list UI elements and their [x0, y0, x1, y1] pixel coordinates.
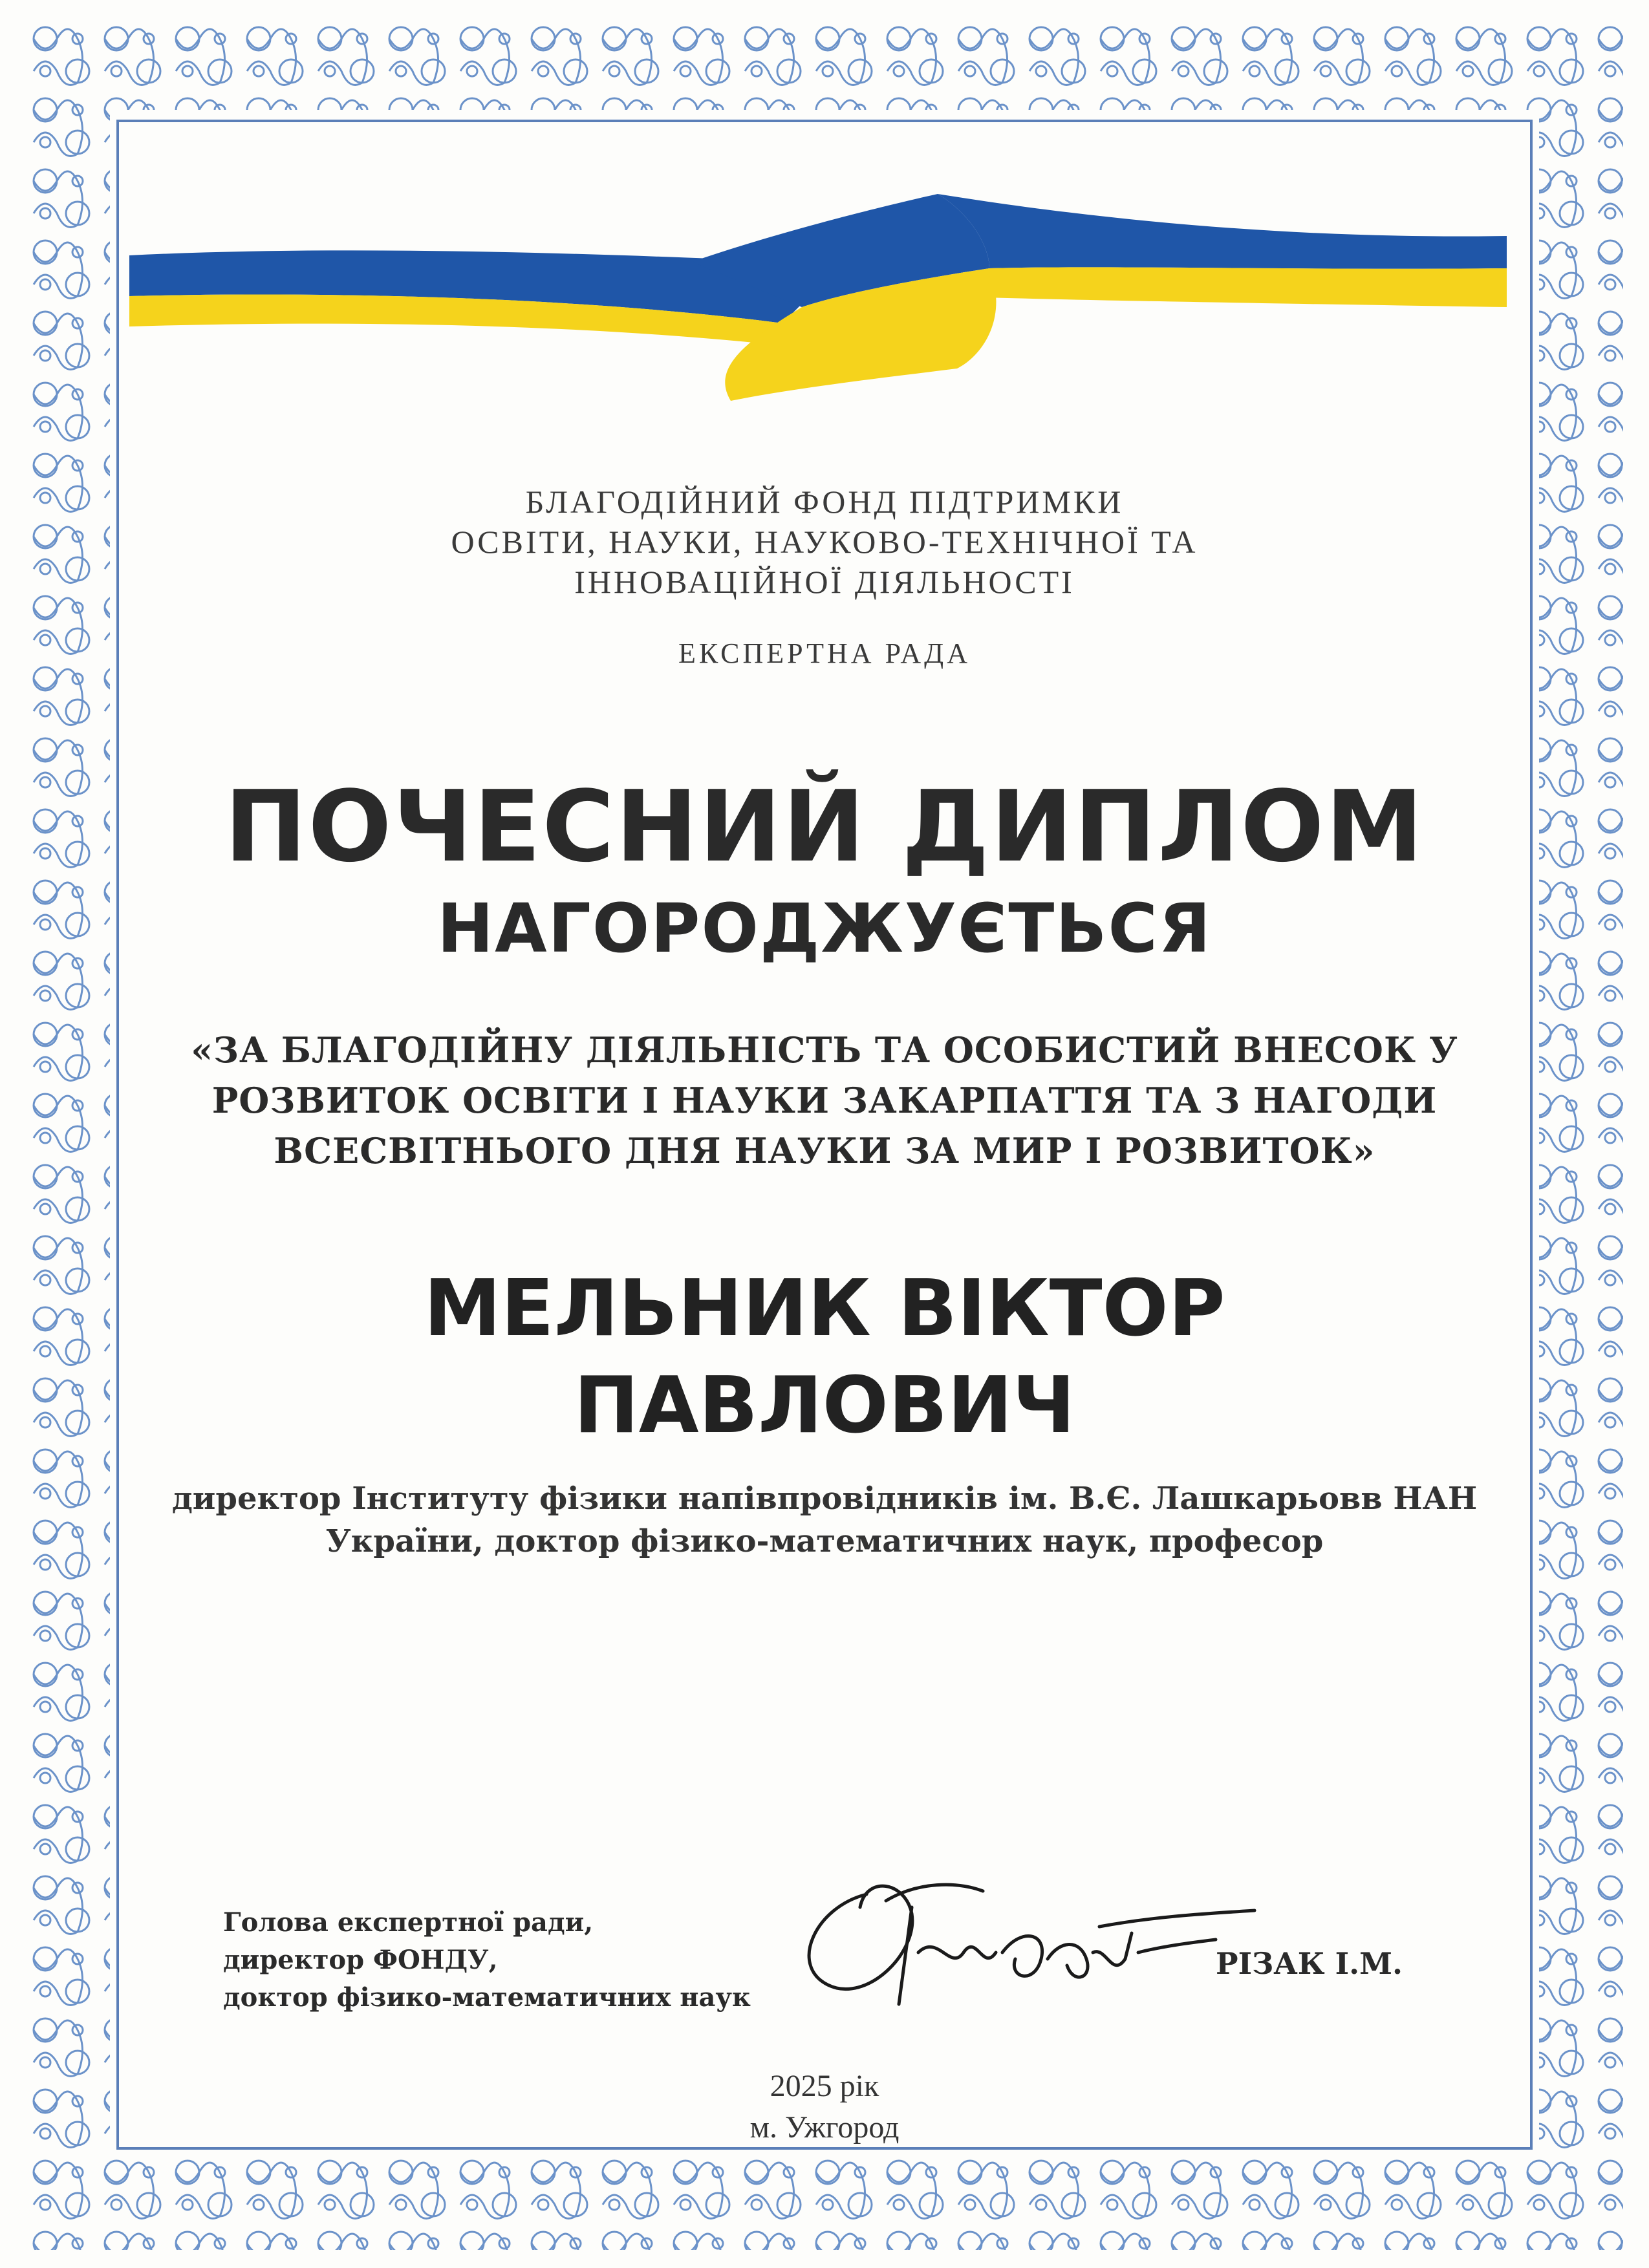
award-reason — [0, 1025, 1649, 1176]
org-line-2: ОСВІТИ, НАУКИ, НАУКОВО-ТЕХНІЧНОЇ ТА — [451, 524, 1198, 560]
signatory-title-line-2: директор ФОНДУ, — [223, 1945, 498, 1975]
reason-line-2: РОЗВИТОК ОСВІТИ І НАУКИ ЗАКАРПАТТЯ ТА З НАГОДИ — [211, 1080, 1438, 1121]
signatory-name: РІЗАК І.М. — [1216, 1946, 1403, 1981]
council-label: ЕКСПЕРТНА РАДА — [678, 637, 971, 669]
handwritten-signature — [789, 1856, 1280, 2024]
flag-ribbon-image — [129, 155, 1507, 414]
org-line-3: ІННОВАЦІЙНОЇ ДІЯЛЬНОСТІ — [574, 564, 1075, 600]
recipient-position — [0, 1477, 1649, 1563]
ribbon-right-blue — [938, 194, 1507, 269]
diploma-title: ПОЧЕСНИЙ ДИПЛОМ — [224, 769, 1425, 884]
footer-date-place — [0, 2066, 1649, 2148]
footer-year: 2025 рік — [770, 2069, 879, 2103]
ribbon-right-yellow — [983, 267, 1507, 307]
footer-city: м. Ужгород — [749, 2110, 900, 2145]
position-line-1: директор Інституту фізики напівпровідників ім. В.Є. Лашкарьовв НАН — [171, 1481, 1478, 1517]
org-line-1: БЛАГОДІЙНИЙ ФОНД ПІДТРИМКИ — [525, 484, 1124, 520]
awarded-heading: НАГОРОДЖУЄТЬСЯ — [437, 889, 1212, 968]
recipient-name-line-1: МЕЛЬНИК ВІКТОР — [424, 1264, 1225, 1354]
recipient-name — [0, 1261, 1649, 1455]
position-line-2: України, доктор фізико-математичних наук, професор — [325, 1523, 1324, 1559]
signatory-title — [223, 1904, 751, 2017]
signatory-title-line-1: Голова експертної ради, — [223, 1907, 594, 1938]
reason-line-1: «ЗА БЛАГОДІЙНУ ДІЯЛЬНІСТЬ ТА ОСОБИСТИЙ ВНЕСОК У — [191, 1029, 1458, 1071]
signatory-title-line-3: доктор фізико-математичних наук — [223, 1982, 751, 2013]
organization-header — [0, 482, 1649, 602]
recipient-name-line-2: ПАВЛОВИЧ — [574, 1361, 1075, 1451]
reason-line-3: ВСЕСВІТНЬОГО ДНЯ НАУКИ ЗА МИР І РОЗВИТОК» — [274, 1130, 1375, 1171]
